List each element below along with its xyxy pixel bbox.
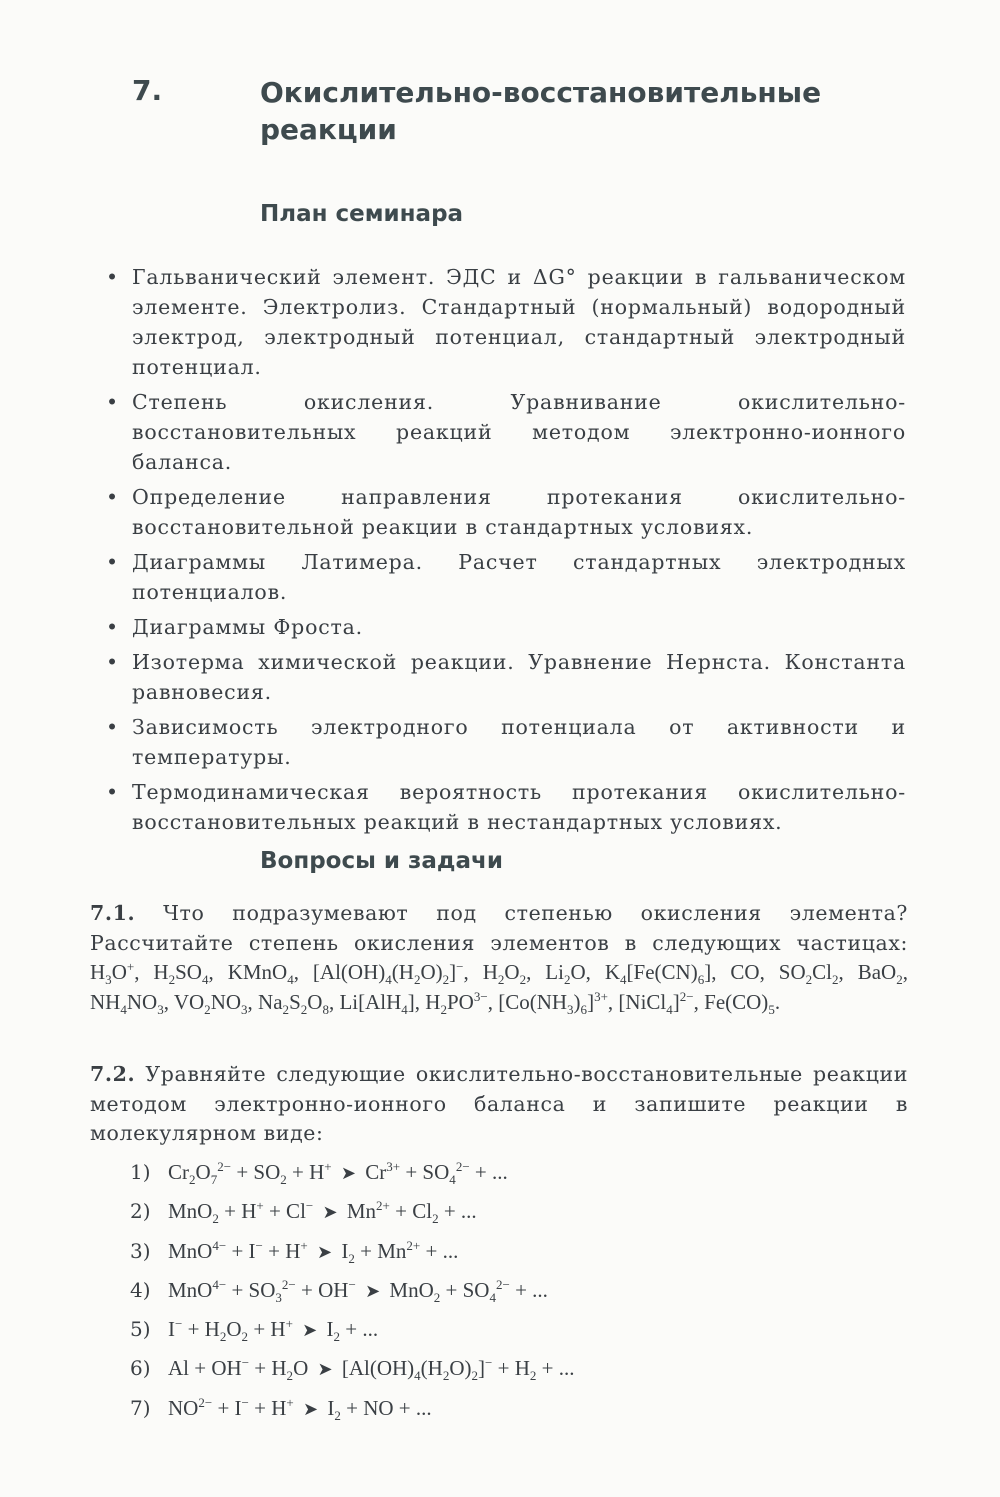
plan-item: • Зависимость электродного потенциала от активности и температуры.	[106, 712, 906, 772]
problem-text: Что подразумевают под степенью окисления элемента? Рассчитайте степень окисления элементов в следующих частицах:	[90, 901, 908, 955]
problem-7-2	[90, 1060, 908, 1149]
equation-item	[130, 1354, 575, 1393]
problem-species-list: $H_3O^+$, $H_2SO_4$, KMnO$_4$, $[Al(OH)_4(H_2O)_2]^-$, $H_2O_2$, $Li_2O$, $K_4[Fe(CN)_6]$, CO, $SO_2Cl_2$, BaO$_2$, $NH_4NO_3$, $VO_2NO_3$, $Na_2S_2O_8$, Li[AlH$_4$], $H_2PO^{3-}$, $[Co(NH_3)_6]^{3+}$, [NiCl$_4$]$^{2-}$, $Fe(CO)_5$.	[90, 959, 908, 1017]
equation-item	[130, 1394, 575, 1433]
plan-item: • Изотерма химической реакции. Уравнение Нернста. Константа равновесия.	[106, 647, 906, 707]
problem-number: 7.2.	[90, 1062, 136, 1086]
equation-number: 5)	[130, 1317, 151, 1342]
equation: $MnO^{4-} + SO_3^{2-} + OH^-$ ➤ $MnO_2 + SO_4^{2-}$ + ...	[168, 1276, 548, 1306]
equation-number: 4)	[130, 1277, 151, 1302]
chapter-number: 7.	[132, 74, 163, 107]
equation-item	[130, 1158, 575, 1197]
plan-item: • Гальванический элемент. ЭДС и ΔG° реакции в гальваническом элементе. Электролиз. Стандартный (нормальный) водородный электрод, электродный потенциал, стандартный электродный потенциал.	[106, 262, 906, 382]
equation: $I^- + H_2O_2 + H^+$ ➤ $I_2$ + ...	[168, 1316, 379, 1345]
problems-heading: Вопросы и задачи	[260, 848, 503, 874]
problem-text: Уравняйте следующие окислительно-восстановительные реакции методом электронно-ионного баланса и запишите реакции в молекулярном виде:	[90, 1062, 909, 1145]
problem-7-1	[90, 899, 908, 1017]
equation-item	[130, 1197, 575, 1236]
seminar-plan-list	[106, 262, 906, 842]
equation-item	[130, 1276, 575, 1315]
equation-number: 3)	[130, 1238, 151, 1263]
equation: MnO$^{4-}$ + I− + H+ ➤ $I_2 + Mn^{2+}$ + ...	[168, 1237, 459, 1266]
equation-number: 7)	[130, 1395, 151, 1420]
equation: $Al + OH^- + H_2O$ ➤ $[Al(OH)_4(H_2O)_2]^- + H_2$ + ...	[168, 1355, 575, 1384]
plan-item: • Диаграммы Латимера. Расчет стандартных электродных потенциалов.	[106, 547, 906, 607]
plan-item: • Определение направления протекания окислительно-восстановительной реакции в стандартных условиях.	[106, 482, 906, 542]
equation-item	[130, 1237, 575, 1276]
chapter-title-line2: реакции	[260, 113, 397, 146]
equation: $NO^{2-} + I^- + H^+$ ➤ $I_2$ + NO + ...	[168, 1394, 432, 1423]
problem-number: 7.1.	[90, 901, 136, 925]
equation: $Cr_2O_7^{2-} + SO_2 + H^+$ ➤ $Cr^{3+} + SO_4^{2-}$ + ...	[168, 1159, 508, 1188]
chapter-title-line1: Окислительно-восстановительные	[260, 76, 822, 109]
equation-list	[130, 1158, 575, 1433]
plan-item: • Диаграммы Фроста.	[106, 612, 906, 642]
equation-number: 1)	[130, 1160, 151, 1184]
equation-number: 6)	[130, 1356, 151, 1381]
chapter-title	[260, 74, 880, 148]
equation-number: 2)	[130, 1199, 151, 1224]
plan-item: • Термодинамическая вероятность протекания окислительно-восстановительных реакций в нестандартных условиях.	[106, 777, 906, 837]
equation-item	[130, 1315, 575, 1354]
seminar-heading: План семинара	[260, 201, 464, 227]
plan-item: • Степень окисления. Уравнивание окислительно-восстановительных реакций методом электронно-ионного баланса.	[106, 387, 906, 477]
equation: MnO$_2$ + H+ + Cl− ➤ $Mn^{2+} + Cl_2$ + ...	[168, 1198, 477, 1227]
